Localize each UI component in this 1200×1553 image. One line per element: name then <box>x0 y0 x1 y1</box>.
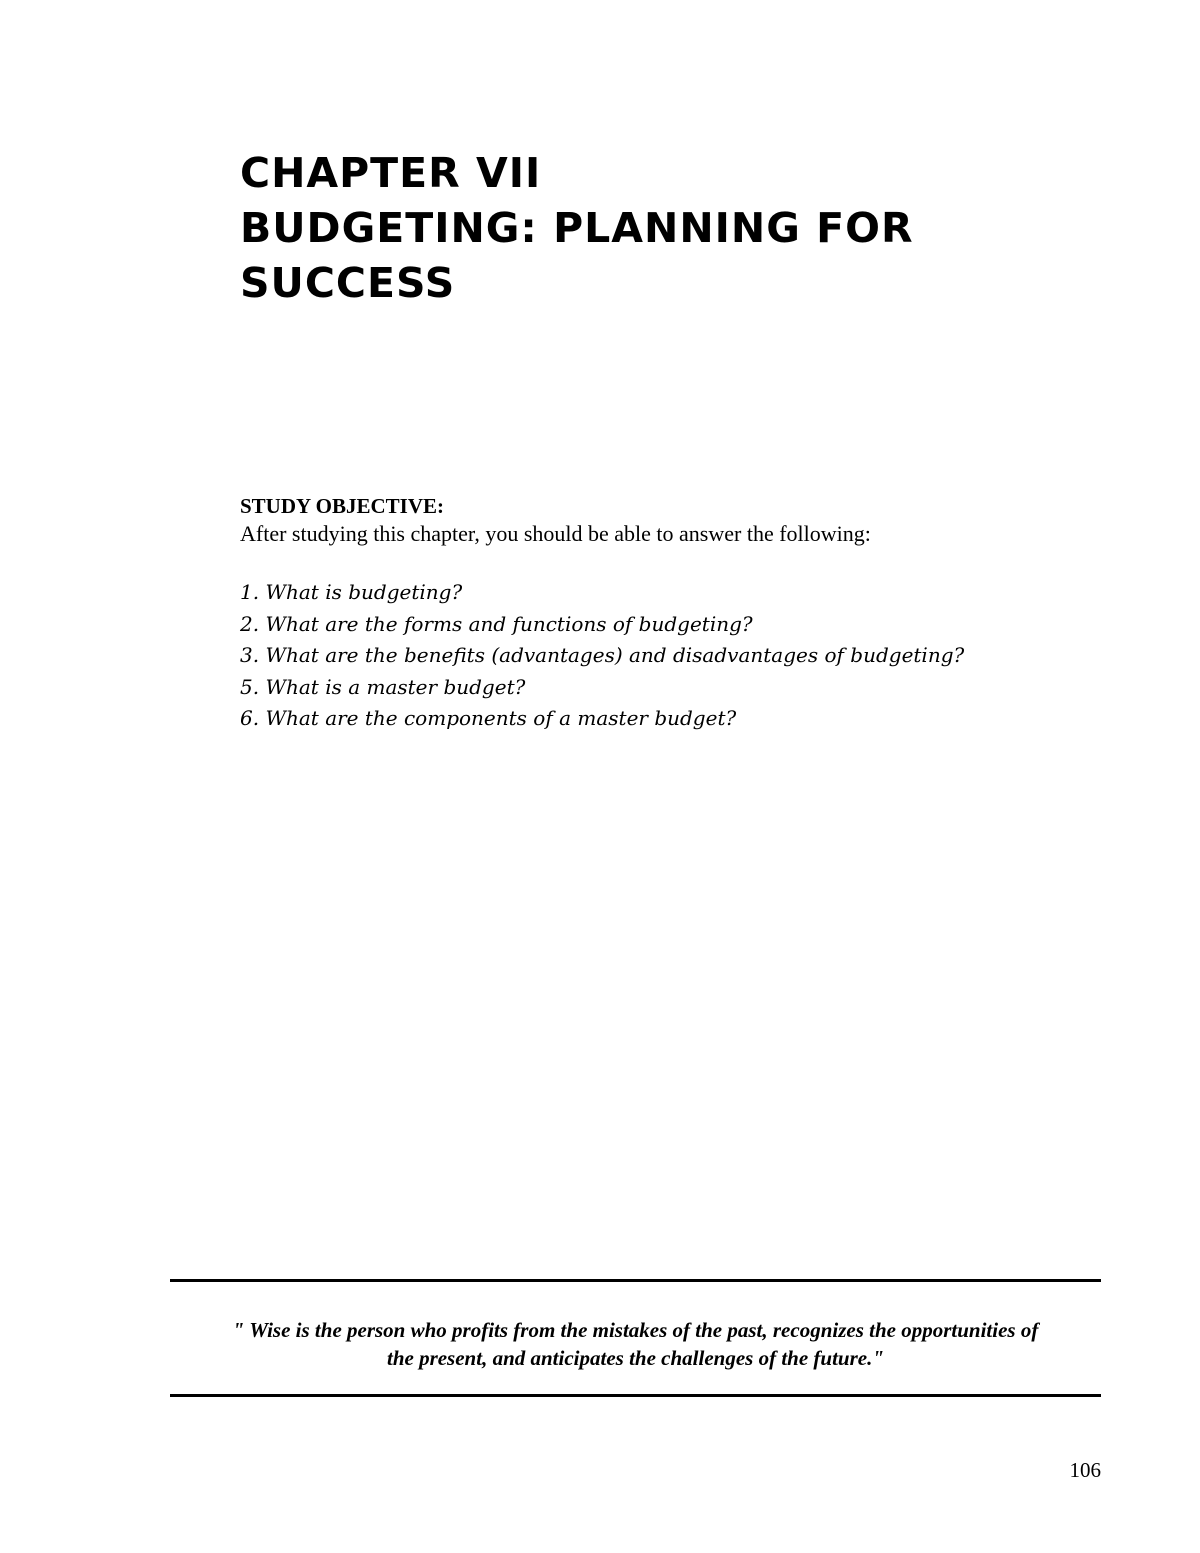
quote-line-2: the present, and anticipates the challenges of the future." <box>386 1346 884 1370</box>
study-objective-section <box>240 493 1140 735</box>
quote-bottom-divider <box>170 1394 1101 1397</box>
chapter-number: CHAPTER VII <box>240 149 542 197</box>
objective-question: 3. What are the benefits (advantages) and disadvantages of budgeting? <box>240 643 965 667</box>
objective-question-list <box>240 577 1140 735</box>
chapter-title-line-2: SUCCESS <box>240 259 456 307</box>
quote-line-1: " Wise is the person who profits from the mistakes of the past, recognizes the opportunities of <box>232 1318 1039 1342</box>
study-objective-intro: After studying this chapter, you should be able to answer the following: <box>240 521 871 546</box>
objective-question: 1. What is budgeting? <box>240 580 463 604</box>
objective-question: 2. What are the forms and functions of budgeting? <box>240 611 753 636</box>
chapter-quote <box>170 1316 1101 1372</box>
chapter-heading <box>240 146 1140 311</box>
study-objective-heading: STUDY OBJECTIVE: <box>240 494 445 518</box>
objective-question: 6. What are the components of a master budget? <box>240 706 737 730</box>
objective-question: 5. What is a master budget? <box>240 674 526 699</box>
page-number: 106 <box>1069 1458 1101 1482</box>
quote-top-divider <box>170 1279 1101 1282</box>
chapter-title-line-1: BUDGETING: PLANNING FOR <box>240 204 914 252</box>
